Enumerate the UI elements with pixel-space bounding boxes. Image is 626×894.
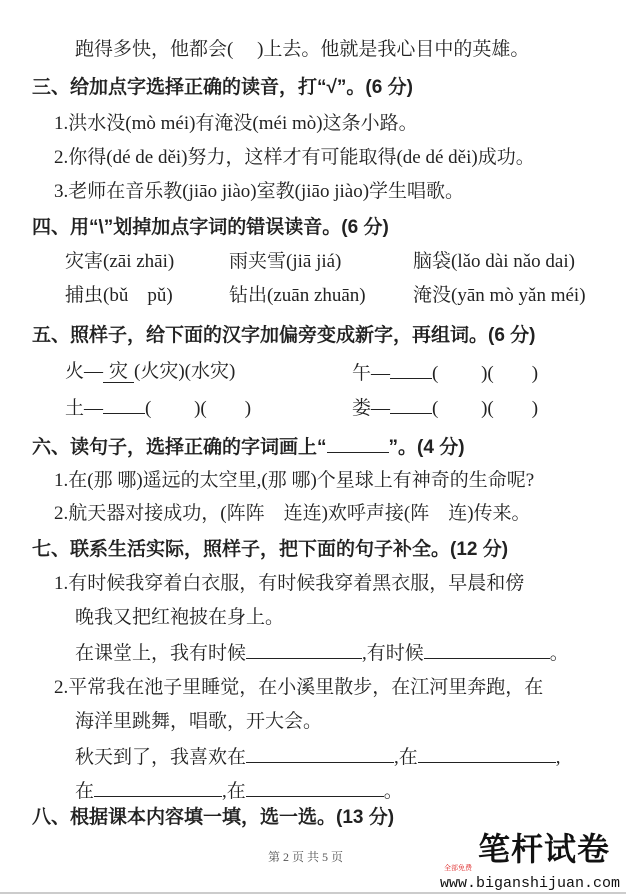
pinyin-item: 淹没(yān mò yǎn méi) [413,285,586,306]
paren-blanks[interactable]: ( )( ) [432,398,539,419]
pinyin-row [65,284,618,308]
fill-row [65,360,618,386]
question-item: 1.有时候我穿着白衣服，有时候我穿着黑衣服，早晨和傍 [54,573,525,594]
paren-blanks[interactable]: ( )( ) [432,363,539,384]
fill-item [352,360,538,386]
pinyin-item: 钻出(zuān zhuān) [229,285,366,306]
text-line: 跑得多快，他都会( )上去。他就是我心目中的英雄。 [75,39,530,60]
question-item: 2.你得(dé de děi)努力，这样才有可能取得(de dé děi)成功。 [54,147,535,168]
section-4-heading: 四、用“\”划掉加点字词的错误读音。(6 分) [32,217,389,238]
answer-blank[interactable] [246,640,362,659]
answer-blank[interactable] [418,744,556,763]
question-item: 1.洪水没(mò méi)有淹没(méi mò)这条小路。 [54,113,418,134]
char: 午— [352,363,391,384]
fill-row [65,395,618,421]
pinyin-item: 灾害(zāi zhāi) [65,251,175,272]
text: , [555,747,561,768]
question-item: 2.平常我在池子里睡觉，在小溪里散步，在江河里奔跑，在 [54,677,544,698]
answer-blank[interactable] [390,395,432,414]
char: 火— [65,361,104,382]
watermark-url: www.biganshijuan.com [440,875,621,892]
heading-text: ”。(4 分) [388,437,465,458]
answer-blank[interactable] [246,744,394,763]
fill-sentence [75,744,561,770]
text: ,有时候 [362,643,424,664]
pinyin-item: 雨夹雪(jiā jiá) [229,251,342,272]
paren-blanks[interactable]: ( )( ) [145,398,252,419]
answer-blank[interactable] [390,360,432,379]
section-6-heading [32,434,465,460]
answer-blank[interactable] [94,778,222,797]
fill-item [352,395,538,421]
fill-sentence [75,778,403,804]
question-item: 晚我又把红袍披在身上。 [75,607,285,628]
text: ,在 [222,781,246,802]
text: 在课堂上，我有时候 [75,643,247,664]
answer-blank[interactable] [103,395,145,414]
example-item [65,360,352,386]
answer-blank[interactable] [246,778,384,797]
answer-blank[interactable] [424,640,550,659]
question-item: 3.老师在音乐教(jiāo jiào)室教(jiāo jiào)学生唱歌。 [54,181,465,202]
watermark-tag: 全部免费 [444,864,472,872]
heading-text: 六、读句子，选择正确的字词画上“ [32,437,327,458]
section-5-heading: 五、照样子，给下面的汉字加偏旁变成新字，再组词。(6 分) [32,325,536,346]
fill-item [65,395,352,421]
char: 土— [65,398,104,419]
pinyin-row [65,250,618,274]
question-item: 2.航天器对接成功，(阵阵 连连)欢呼声接(阵 连)传来。 [54,503,531,524]
pinyin-item: 捕虫(bǔ pǔ) [65,285,173,306]
section-7-heading: 七、联系生活实际，照样子，把下面的句子补全。(12 分) [32,539,509,560]
text: 秋天到了，我喜欢在 [75,747,247,768]
page-footer: 第 2 页 共 5 页 [268,850,344,864]
watermark-logo: 笔杆试卷 [478,830,611,868]
fill-sentence [75,640,569,666]
section-3-heading: 三、给加点字选择正确的读音，打“√”。(6 分) [32,77,413,98]
text: 。 [549,643,569,664]
pinyin-item: 脑袋(lǎo dài nǎo dai) [413,251,575,272]
text: 。 [383,781,403,802]
char: 娄— [352,398,391,419]
question-item: 海洋里跳舞，唱歌，开大会。 [75,711,323,732]
example-answer: 灾 [103,361,134,383]
underline-sample [327,434,389,453]
text: ,在 [394,747,418,768]
text: 在 [75,781,95,802]
question-item: 1.在(那 哪)遥远的太空里,(那 哪)个星球上有神奇的生命呢? [54,470,535,491]
words: (火灾)(水灾) [134,361,236,382]
section-8-heading: 八、根据课本内容填一填，选一选。(13 分) [32,807,395,828]
